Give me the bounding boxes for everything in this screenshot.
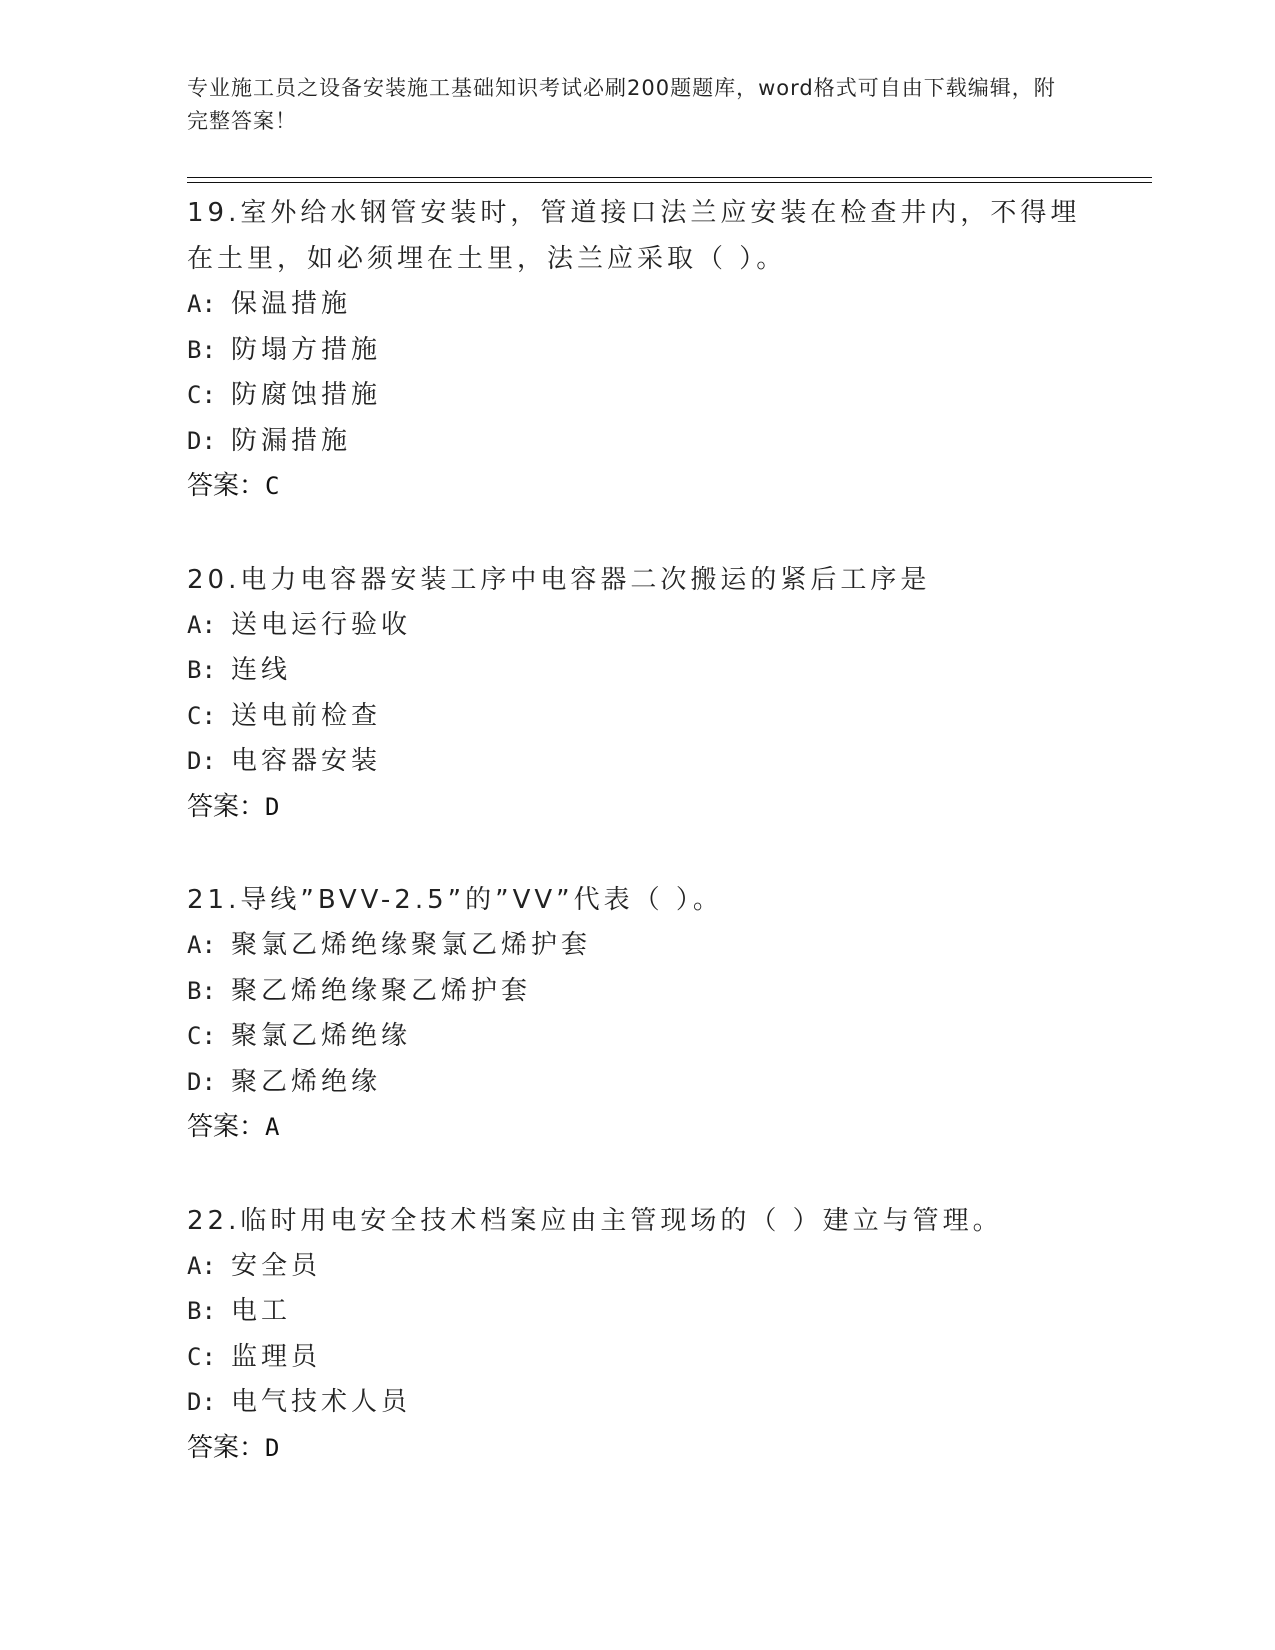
option-d <box>187 1380 1087 1426</box>
option-d <box>187 739 1087 785</box>
option-letter: C: <box>187 701 216 730</box>
option-letter: B: <box>187 656 216 684</box>
option-text: 监理员 <box>231 1341 322 1372</box>
option-a <box>187 1244 1087 1290</box>
header-divider-top <box>187 177 1152 178</box>
answer-value: C <box>265 472 280 500</box>
option-c <box>187 373 1087 419</box>
option-text: 保温措施 <box>231 289 352 319</box>
option-letter: D: <box>187 1067 216 1096</box>
option-letter: C: <box>187 1342 216 1371</box>
answer-value: D <box>265 792 280 821</box>
question-22 <box>187 1198 1087 1472</box>
option-letter: D: <box>187 1388 216 1416</box>
answer-line <box>187 464 1087 510</box>
option-letter: A: <box>187 610 216 639</box>
option-text: 电工 <box>231 1296 292 1326</box>
option-text: 送电运行验收 <box>231 609 412 640</box>
question-text: 20.电力电容器安装工序中电容器二次搬运的紧后工序是 <box>187 564 931 595</box>
option-text: 送电前检查 <box>231 700 382 731</box>
option-a <box>187 603 1087 649</box>
option-letter: B: <box>187 1297 216 1325</box>
option-letter: A: <box>187 290 216 318</box>
option-text: 聚氯乙烯绝缘 <box>231 1021 412 1051</box>
option-letter: B: <box>187 335 216 364</box>
option-letter: D: <box>187 426 216 455</box>
option-letter: A: <box>187 1251 216 1280</box>
question-text: 22.临时用电安全技术档案应由主管现场的（ ）建立与管理。 <box>187 1205 1003 1236</box>
option-c <box>187 1335 1087 1381</box>
option-text: 聚乙烯绝缘聚乙烯护套 <box>231 975 532 1006</box>
question-19 <box>187 190 1087 510</box>
answer-value: D <box>265 1433 280 1462</box>
option-c <box>187 1014 1087 1060</box>
answer-line <box>187 1105 1087 1151</box>
option-letter: D: <box>187 747 216 775</box>
option-b <box>187 969 1087 1015</box>
option-text: 聚乙烯绝缘 <box>231 1066 382 1097</box>
option-a <box>187 282 1087 328</box>
question-list <box>187 190 1087 1518</box>
option-d <box>187 419 1087 465</box>
option-c <box>187 694 1087 740</box>
option-a <box>187 923 1087 969</box>
document-header <box>187 72 1067 138</box>
answer-value: A <box>265 1113 280 1141</box>
question-21 <box>187 877 1087 1151</box>
option-text: 防塌方措施 <box>231 334 382 365</box>
question-text: 21.导线”BVV-2.5”的”VV”代表（ ）。 <box>187 885 723 915</box>
answer-label: 答案： <box>187 1112 266 1142</box>
option-b <box>187 1289 1087 1335</box>
option-text: 防漏措施 <box>231 425 352 456</box>
option-text: 电气技术人员 <box>231 1387 412 1417</box>
header-divider-bottom <box>187 182 1152 183</box>
option-letter: C: <box>187 1022 216 1050</box>
option-text: 电容器安装 <box>231 746 382 776</box>
option-text: 聚氯乙烯绝缘聚氯乙烯护套 <box>231 930 592 960</box>
option-letter: C: <box>187 381 216 409</box>
answer-line <box>187 785 1087 831</box>
option-b <box>187 328 1087 374</box>
option-letter: B: <box>187 976 216 1005</box>
answer-label: 答案： <box>187 1432 266 1463</box>
answer-label: 答案： <box>187 471 266 501</box>
option-text: 防腐蚀措施 <box>231 380 382 410</box>
question-20 <box>187 557 1087 831</box>
option-text: 安全员 <box>231 1250 322 1281</box>
option-d <box>187 1060 1087 1106</box>
answer-line <box>187 1426 1087 1472</box>
option-text: 连线 <box>231 655 292 685</box>
option-b <box>187 648 1087 694</box>
answer-label: 答案： <box>187 791 266 822</box>
document-title: 专业施工员之设备安装施工基础知识考试必刷200题题库，word格式可自由下载编辑，附完整答案！ <box>187 76 1056 133</box>
option-letter: A: <box>187 931 216 959</box>
question-text: 19.室外给水钢管安装时，管道接口法兰应安装在检查井内，不得埋在土里，如必须埋在土里，法兰应采取（ ）。 <box>187 198 1081 274</box>
